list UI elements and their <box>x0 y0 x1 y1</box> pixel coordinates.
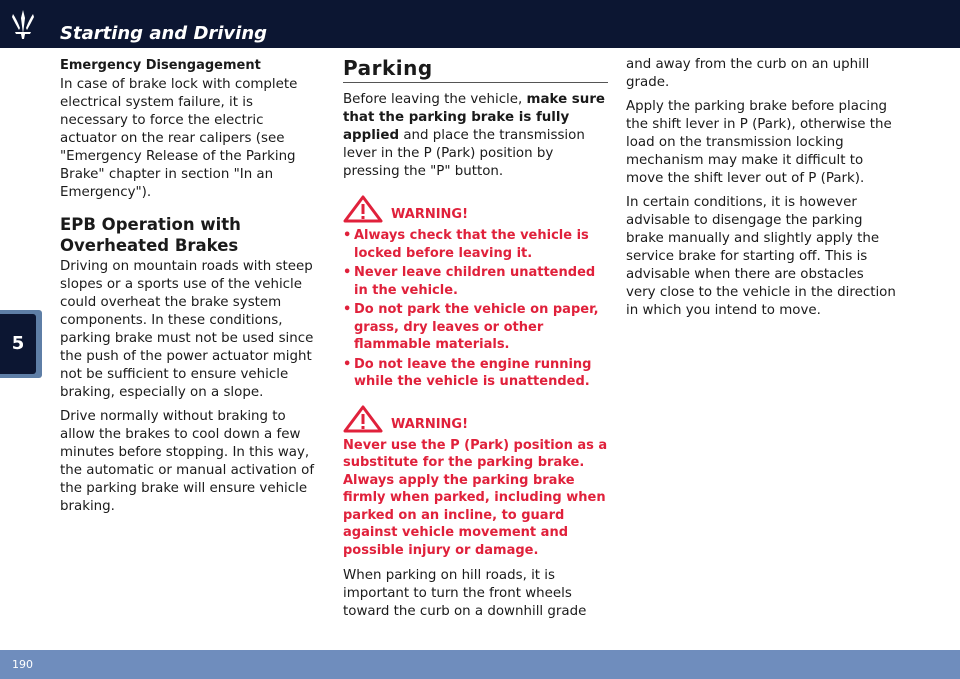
emergency-subhead: Emergency Disengagement <box>60 58 261 73</box>
apply-brake-paragraph: Apply the parking brake before placing the shift lever in P (Park), otherwise the load on the transmission locking mechanism may make it difficult to move the shift lever out of P (Park). <box>626 99 892 186</box>
warning-list <box>343 227 608 391</box>
page-number: 190 <box>12 658 33 671</box>
epb-paragraph-1: Driving on mountain roads with steep slopes or a sports use of the vehicle could overheat the brake system components. In these conditions, parking brake must not be used since the push of the power actuator might not be sufficient to ensure vehicle braking, especially on a slope. <box>60 259 314 400</box>
intro-text-end: and place the transmission lever in the P (Park) position by pressing the "P" button. <box>343 128 585 179</box>
chapter-tab <box>0 310 42 378</box>
column-right <box>626 56 896 326</box>
epb-paragraph-2: Drive normally without braking to allow the brakes to cool down a few minutes before stopping. In this way, the automatic or manual activation of the parking brake will ensure vehicle braking. <box>60 409 315 514</box>
parking-intro <box>343 91 608 181</box>
warning-triangle-icon <box>343 195 383 223</box>
warning-item: • Never leave children unattended in the vehicle. <box>343 264 608 299</box>
warning-text: Never use the P (Park) position as a substitute for the parking brake. Always apply the parking brake firmly when parked, including when parked on an incline, to guard against vehicle movement and possible injury or damage. <box>343 437 608 558</box>
epb-heading: EPB Operation with Overheated Brakes <box>60 215 241 255</box>
warning-item: • Always check that the vehicle is locked before leaving it. <box>343 227 608 262</box>
column-middle <box>343 55 608 627</box>
warning-header-1 <box>343 195 608 223</box>
emergency-paragraph: In case of brake lock with complete electrical system failure, it is necessary to force the electric actuator on the rear calipers (see "Emergency Release of the Parking Brake" chapter in section "In an Emergency"). <box>60 77 298 200</box>
column-left <box>60 58 322 522</box>
disengage-brake-paragraph: In certain conditions, it is however advisable to disengage the parking brake manually and slightly apply the service brake for starting off. This is advisable when there are obstacles very close to the vehicle in the direction in which you intend to move. <box>626 195 896 318</box>
trident-logo-icon <box>8 8 38 40</box>
warning-label: WARNING! <box>391 207 469 222</box>
warning-label: WARNING! <box>391 416 469 432</box>
parking-heading: Parking <box>343 55 608 83</box>
warning-item: • Do not park the vehicle on paper, grass, dry leaves or other flammable materials. <box>343 301 608 354</box>
intro-text: Before leaving the vehicle, <box>343 92 527 107</box>
warning-item: • Do not leave the engine running while the vehicle is unattended. <box>343 356 608 391</box>
chapter-number: 5 <box>0 314 36 374</box>
section-title: Starting and Driving <box>60 23 268 44</box>
page-header <box>0 0 960 48</box>
warning-header-2 <box>343 405 608 433</box>
hill-parking-paragraph: When parking on hill roads, it is important to turn the front wheels toward the curb on a downhill grade <box>343 568 587 619</box>
page-footer <box>0 650 960 679</box>
hill-parking-continued: and away from the curb on an uphill grade. <box>626 57 870 90</box>
intro-bold-text: make sure that the parking brake is fully applied <box>343 92 605 143</box>
warning-triangle-icon <box>343 405 383 433</box>
